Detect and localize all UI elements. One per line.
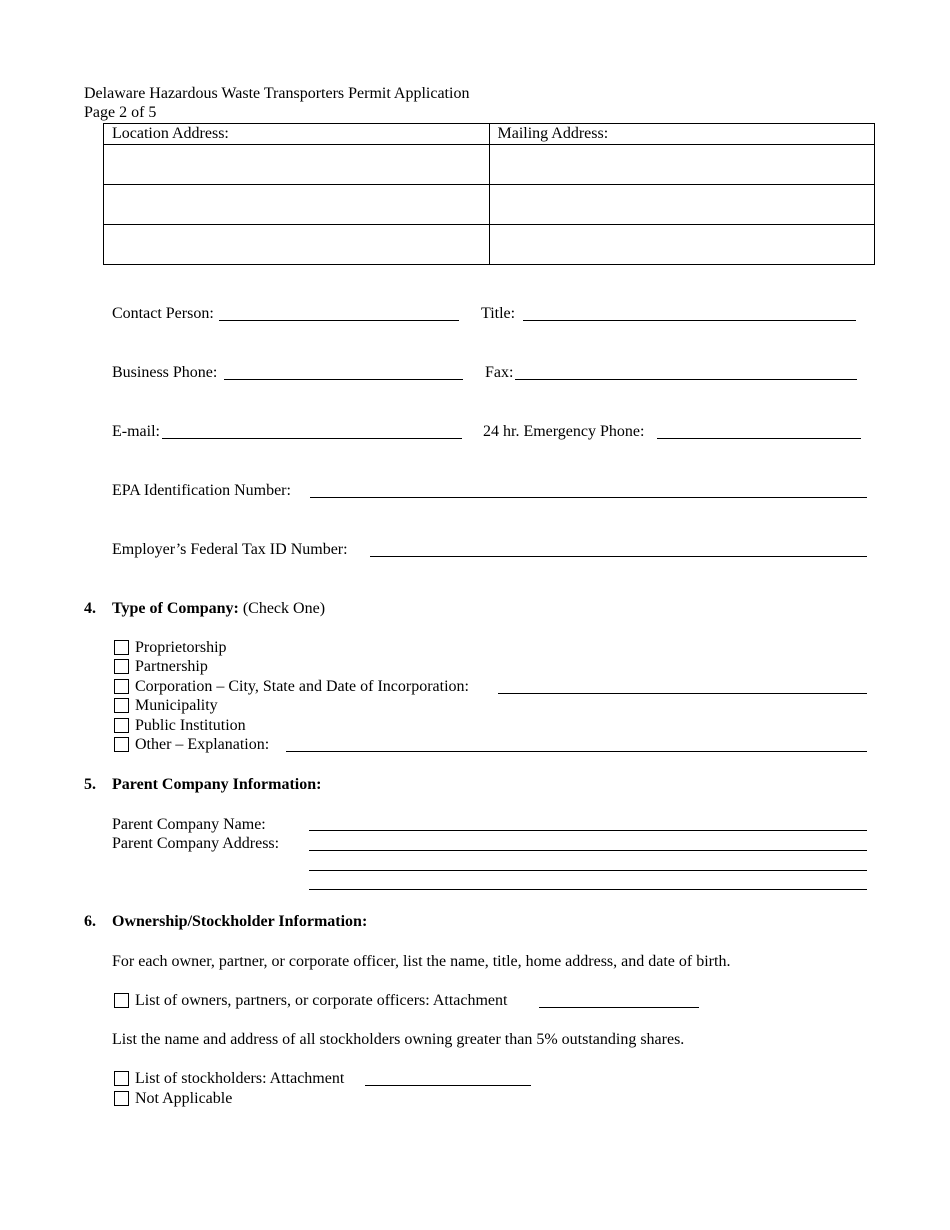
corporation-details-field[interactable] [498, 693, 867, 694]
email-label: E-mail: [112, 423, 160, 440]
email-field[interactable] [162, 438, 462, 439]
epa-id-field[interactable] [310, 497, 867, 498]
not-applicable-checkbox[interactable] [114, 1091, 129, 1106]
location-address-cell[interactable] [104, 185, 490, 225]
not-applicable-label: Not Applicable [135, 1090, 233, 1107]
proprietorship-label: Proprietorship [135, 639, 227, 656]
page-number: Page 2 of 5 [84, 104, 157, 121]
parent-company-name-label: Parent Company Name: [112, 816, 266, 833]
section-4-heading: Type of Company: [112, 600, 239, 617]
parent-company-address-label: Parent Company Address: [112, 835, 280, 852]
parent-company-address-field[interactable] [309, 870, 867, 871]
parent-company-address-field[interactable] [309, 850, 867, 851]
business-phone-field[interactable] [224, 379, 463, 380]
document-title: Delaware Hazardous Waste Transporters Permit Application [84, 85, 470, 102]
stockholders-attachment-checkbox[interactable] [114, 1071, 129, 1086]
mailing-address-header: Mailing Address: [489, 124, 875, 145]
mailing-address-cell[interactable] [489, 185, 875, 225]
partnership-checkbox[interactable] [114, 659, 129, 674]
mailing-address-cell[interactable] [489, 225, 875, 265]
owners-attachment-label: List of owners, partners, or corporate officers: Attachment [135, 992, 508, 1009]
section-6-number: 6. [84, 913, 96, 930]
municipality-label: Municipality [135, 697, 218, 714]
tax-id-label: Employer’s Federal Tax ID Number: [112, 541, 348, 558]
section-4-note: (Check One) [242, 600, 326, 617]
corporation-checkbox[interactable] [114, 679, 129, 694]
business-phone-label: Business Phone: [112, 364, 218, 381]
section-5-heading: Parent Company Information: [112, 776, 322, 793]
corporation-label: Corporation – City, State and Date of Incorporation: [135, 678, 469, 695]
public-institution-checkbox[interactable] [114, 718, 129, 733]
other-checkbox[interactable] [114, 737, 129, 752]
section-5-number: 5. [84, 776, 96, 793]
fax-field[interactable] [515, 379, 857, 380]
stockholders-instruction: List the name and address of all stockholders owning greater than 5% outstanding shares. [112, 1031, 685, 1048]
title-field[interactable] [523, 320, 856, 321]
epa-id-label: EPA Identification Number: [112, 482, 291, 499]
parent-company-name-field[interactable] [309, 830, 867, 831]
emergency-phone-label: 24 hr. Emergency Phone: [483, 423, 645, 440]
contact-person-field[interactable] [219, 320, 459, 321]
proprietorship-checkbox[interactable] [114, 640, 129, 655]
other-label: Other – Explanation: [135, 736, 270, 753]
owners-attachment-field[interactable] [539, 1007, 699, 1008]
address-table [103, 123, 875, 265]
public-institution-label: Public Institution [135, 717, 246, 734]
partnership-label: Partnership [135, 658, 208, 675]
location-address-cell[interactable] [104, 225, 490, 265]
title-label: Title: [481, 305, 516, 322]
section-6-heading: Ownership/Stockholder Information: [112, 913, 368, 930]
other-explanation-field[interactable] [286, 751, 867, 752]
owners-instruction: For each owner, partner, or corporate officer, list the name, title, home address, and date of birth. [112, 953, 731, 970]
owners-attachment-checkbox[interactable] [114, 993, 129, 1008]
location-address-header: Location Address: [104, 124, 490, 145]
tax-id-field[interactable] [370, 556, 867, 557]
stockholders-attachment-label: List of stockholders: Attachment [135, 1070, 345, 1087]
parent-company-address-field[interactable] [309, 889, 867, 890]
stockholders-attachment-field[interactable] [365, 1085, 531, 1086]
contact-person-label: Contact Person: [112, 305, 214, 322]
location-address-cell[interactable] [104, 145, 490, 185]
section-4-heading-line [112, 599, 325, 618]
fax-label: Fax: [485, 364, 514, 381]
mailing-address-cell[interactable] [489, 145, 875, 185]
municipality-checkbox[interactable] [114, 698, 129, 713]
emergency-phone-field[interactable] [657, 438, 861, 439]
section-4-number: 4. [84, 600, 96, 617]
